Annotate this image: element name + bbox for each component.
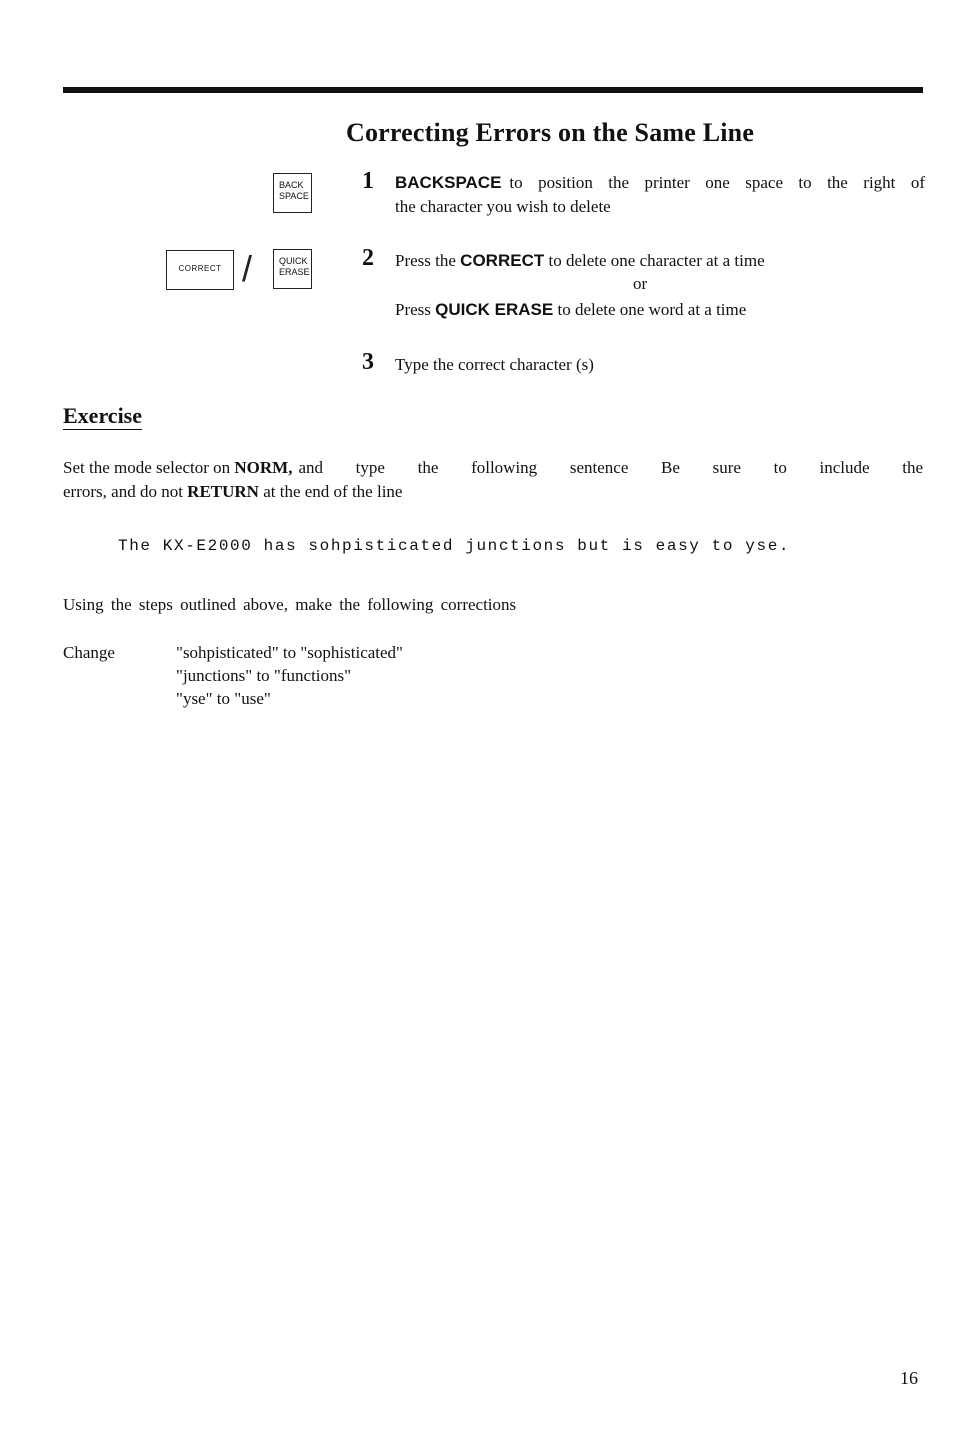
- quick-erase-key-label-2: ERASE: [279, 267, 310, 277]
- step-2-alt-description: to delete one word at a time: [557, 300, 747, 319]
- backspace-key-label-2: SPACE: [279, 191, 309, 201]
- using-steps-text: Using the steps outlined above, make the following corrections: [63, 595, 517, 614]
- top-rule: [63, 87, 923, 93]
- instruction-part-4: at the end of the line: [263, 482, 403, 501]
- step-2-prefix: Press the: [395, 251, 456, 270]
- step-3-number: 3: [362, 349, 374, 375]
- backspace-key-icon: [273, 173, 312, 213]
- step-2-alt-prefix: Press: [395, 300, 431, 319]
- quick-erase-key-label-1: QUICK: [279, 256, 308, 266]
- change-label: Change: [63, 643, 115, 662]
- step-1-line-2: the character you wish to delete: [395, 197, 611, 216]
- step-2-or: or: [633, 274, 648, 293]
- step-2-key-label: CORRECT: [460, 251, 545, 270]
- change-item-1: "sohpisticated" to "sophisticated": [176, 643, 404, 662]
- sample-sentence: The KX-E2000 has sohpisticated junctions but is easy to yse.: [118, 537, 791, 555]
- correct-key-label: CORRECT: [178, 264, 222, 273]
- step-2-alternative: [395, 300, 746, 320]
- section-title: Correcting Errors on the Same Line: [346, 118, 755, 147]
- step-2-number: 2: [362, 245, 374, 271]
- instruction-part-2: and type the following sentence Be sure to include the: [298, 458, 923, 477]
- backspace-key-label-1: BACK: [279, 180, 304, 190]
- exercise-heading: Exercise: [63, 403, 143, 428]
- change-item-3: "yse" to "use": [176, 689, 271, 708]
- step-3-text: Type the correct character (s): [395, 355, 594, 374]
- return-key-label: RETURN: [187, 482, 259, 501]
- step-2-alt-key-label: QUICK ERASE: [435, 300, 554, 319]
- change-item-2: "junctions" to "functions": [176, 666, 352, 685]
- instruction-part-3: errors, and do not: [63, 482, 183, 501]
- correct-key-icon: [166, 250, 234, 290]
- step-1-line-1: to position the printer one space to the right of: [509, 173, 925, 192]
- step-1-key-label: BACKSPACE: [395, 173, 502, 192]
- mode-norm: NORM,: [234, 458, 293, 477]
- step-1-text: [395, 171, 925, 219]
- exercise-instructions: [63, 456, 923, 504]
- key-separator: /: [242, 248, 253, 289]
- step-2-text: [395, 249, 895, 273]
- step-2-description: to delete one character at a time: [548, 251, 765, 270]
- step-1-number: 1: [362, 168, 374, 194]
- instruction-part-1: Set the mode selector on: [63, 458, 231, 477]
- page-number: 16: [900, 1368, 918, 1388]
- quick-erase-key-icon: [273, 249, 312, 289]
